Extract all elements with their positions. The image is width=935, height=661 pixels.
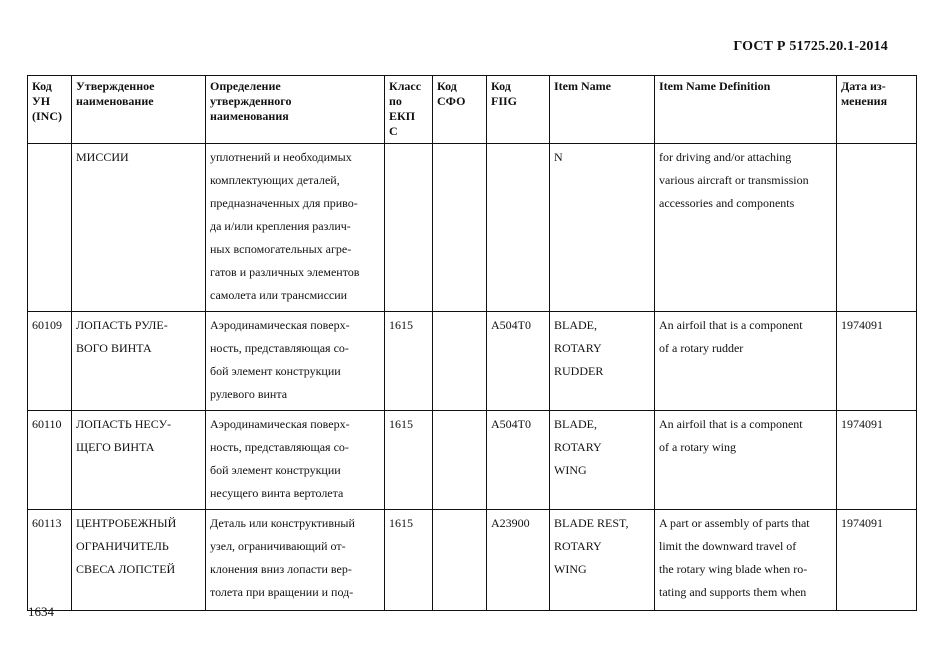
cell-fiig <box>487 144 550 312</box>
table-row <box>28 411 917 510</box>
header-class: Класс по ЕКП С <box>385 76 433 144</box>
table-row <box>28 144 917 312</box>
cell-fiig: A23900 <box>487 510 550 611</box>
header-code: Код УН (INC) <box>28 76 72 144</box>
cell-code: 60109 <box>28 312 72 411</box>
page-number: 1634 <box>28 604 54 619</box>
header-date: Дата из- менения <box>837 76 917 144</box>
cell-name: ЦЕНТРОБЕЖНЫЙ ОГРАНИЧИТЕЛЬ СВЕСА ЛОПСТЕЙ <box>72 510 206 611</box>
cell-definition: Аэродинамическая поверх- ность, представляющая со- бой элемент конструкции рулевого винта <box>206 312 385 411</box>
cell-fiig: A504T0 <box>487 411 550 510</box>
cell-definition: Аэродинамическая поверх- ность, представляющая со- бой элемент конструкции несущего винта вертолета <box>206 411 385 510</box>
cell-item-definition: for driving and/or attaching various aircraft or transmission accessories and components <box>655 144 837 312</box>
cell-item-name: BLADE, ROTARY WING <box>550 411 655 510</box>
cell-item-definition: A part or assembly of parts that limit the downward travel of the rotary wing blade when ro- tating and supports them when <box>655 510 837 611</box>
cell-item-definition: An airfoil that is a component of a rotary rudder <box>655 312 837 411</box>
cell-class: 1615 <box>385 312 433 411</box>
cell-item-name: BLADE REST, ROTARY WING <box>550 510 655 611</box>
catalog-table <box>27 75 917 611</box>
cell-definition: уплотнений и необходимых комплектующих деталей, предназначенных для приво- да и/или крепления различ- ных вспомогательных агре- гатов и различных элементов самолета или трансмиссии <box>206 144 385 312</box>
table-row <box>28 510 917 611</box>
cell-definition: Деталь или конструктивный узел, ограничивающий от- клонения вниз лопасти вер- толета при вращении и под- <box>206 510 385 611</box>
header-item-name: Item Name <box>550 76 655 144</box>
header-definition: Определение утвержденного наименования <box>206 76 385 144</box>
cell-date: 1974091 <box>837 510 917 611</box>
cell-date: 1974091 <box>837 411 917 510</box>
cell-code: 60113 <box>28 510 72 611</box>
cell-item-name: N <box>550 144 655 312</box>
cell-item-name: BLADE, ROTARY RUDDER <box>550 312 655 411</box>
cell-item-definition: An airfoil that is a component of a rotary wing <box>655 411 837 510</box>
cell-name: ЛОПАСТЬ НЕСУ- ЩЕГО ВИНТА <box>72 411 206 510</box>
cell-date <box>837 144 917 312</box>
cell-sfo <box>433 411 487 510</box>
header-fiig: Код FIIG <box>487 76 550 144</box>
cell-class <box>385 144 433 312</box>
header-row <box>28 76 917 144</box>
cell-name: МИССИИ <box>72 144 206 312</box>
cell-class: 1615 <box>385 510 433 611</box>
header-sfo: Код СФО <box>433 76 487 144</box>
document-title: ГОСТ Р 51725.20.1-2014 <box>733 39 888 54</box>
header-item-definition: Item Name Definition <box>655 76 837 144</box>
cell-class: 1615 <box>385 411 433 510</box>
cell-sfo <box>433 312 487 411</box>
cell-name: ЛОПАСТЬ РУЛЕ- ВОГО ВИНТА <box>72 312 206 411</box>
header-approved-name: Утвержденное наименование <box>72 76 206 144</box>
cell-sfo <box>433 510 487 611</box>
table-row <box>28 312 917 411</box>
cell-code <box>28 144 72 312</box>
cell-date: 1974091 <box>837 312 917 411</box>
cell-sfo <box>433 144 487 312</box>
cell-fiig: A504T0 <box>487 312 550 411</box>
cell-code: 60110 <box>28 411 72 510</box>
